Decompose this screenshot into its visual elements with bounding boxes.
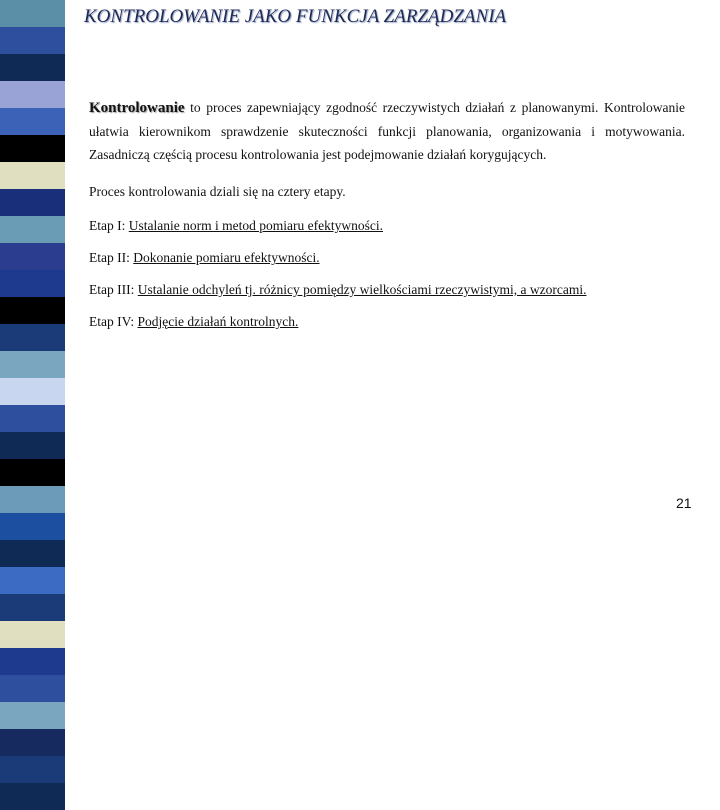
- stripe-block: [0, 513, 65, 540]
- stage-description: Dokonanie pomiaru efektywności.: [133, 250, 320, 265]
- decorative-stripe: [0, 0, 65, 540]
- stripe-block: [0, 702, 65, 729]
- stripe-block: [0, 378, 65, 405]
- stage-description: Ustalanie norm i metod pomiaru efektywności.: [128, 218, 383, 233]
- stage-4: [89, 313, 685, 331]
- stripe-block: [0, 567, 65, 594]
- stripe-block: [0, 81, 65, 108]
- page-number: 21: [676, 495, 692, 511]
- stripe-block: [0, 189, 65, 216]
- stripe-block: [0, 0, 65, 27]
- stripe-block: [0, 729, 65, 756]
- stage-separator: :: [130, 314, 138, 329]
- stripe-block: [0, 27, 65, 54]
- stripe-block: [0, 594, 65, 621]
- stripe-block: [0, 621, 65, 648]
- stripe-block: [0, 351, 65, 378]
- stage-label: Etap II: [89, 250, 127, 265]
- stripe-block: [0, 540, 65, 567]
- stripe-block: [0, 675, 65, 702]
- definition-text: to proces zapewniający zgodność rzeczywistych działań z planowanymi. Kontrolowanie ułatwia kierownikom sprawdzenie skuteczności funkcji planowania, organizowania i motywowania. Zasadniczą częścią procesu kontrolowania jest podejmowanie działań korygujących.: [89, 100, 685, 162]
- stripe-block: [0, 459, 65, 486]
- slide-body: [89, 96, 685, 331]
- stage-separator: :: [126, 250, 134, 265]
- stripe-block: [0, 297, 65, 324]
- stripe-block: [0, 243, 65, 270]
- stripe-block: [0, 648, 65, 675]
- stage-label: Etap IV: [89, 314, 131, 329]
- stripe-block: [0, 216, 65, 243]
- stage-3: [89, 281, 685, 299]
- stage-description: Ustalanie odchyleń tj. różnicy pomiędzy wielkościami rzeczywistymi, a wzorcami.: [137, 282, 587, 297]
- stripe-block: [0, 54, 65, 81]
- stage-separator: :: [121, 218, 129, 233]
- slide-title: KONTROLOWANIE JAKO FUNKCJA ZARZĄDZANIA: [84, 6, 507, 27]
- defined-term: Kontrolowanie: [89, 100, 185, 116]
- stages-intro: Proces kontrolowania dziali się na cztery etapy.: [89, 184, 346, 199]
- stripe-block: [0, 405, 65, 432]
- stripe-block: [0, 162, 65, 189]
- stripe-block: [0, 756, 65, 783]
- stripe-block: [0, 135, 65, 162]
- stripe-block: [0, 108, 65, 135]
- stripe-block: [0, 432, 65, 459]
- stripe-block: [0, 324, 65, 351]
- definition-paragraph: [89, 96, 685, 166]
- stripe-block: [0, 486, 65, 513]
- stage-separator: :: [130, 282, 138, 297]
- stage-label: Etap I: [89, 218, 122, 233]
- stage-2: [89, 249, 685, 267]
- stage-1: [89, 217, 685, 235]
- stage-label: Etap III: [89, 282, 131, 297]
- stripe-block: [0, 783, 65, 810]
- stage-description: Podjęcie działań kontrolnych.: [137, 314, 299, 329]
- stripe-block: [0, 270, 65, 297]
